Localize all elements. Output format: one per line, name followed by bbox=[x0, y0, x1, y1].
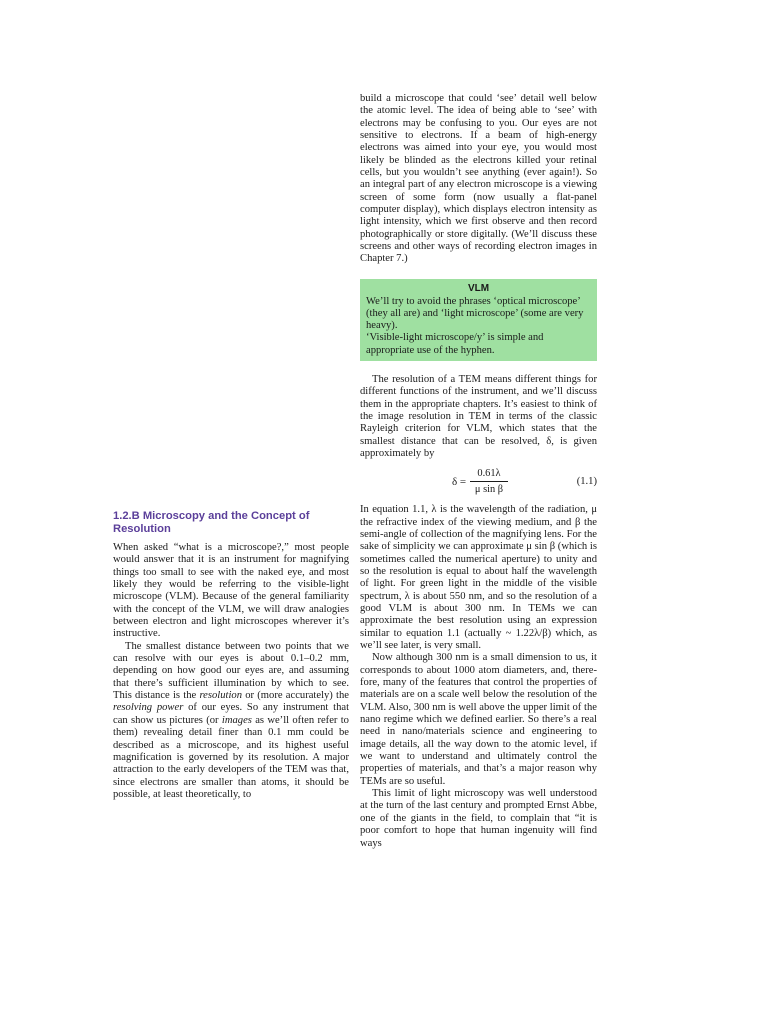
equation-1-1 bbox=[360, 467, 597, 497]
vlm-box-title: VLM bbox=[467, 282, 490, 294]
equation-lhs: δ = bbox=[452, 476, 467, 489]
text-run: The smallest distance between two points that we can resolve with our eyes is about 0.1–0.2 mm, depending on how good our eyes are, and assuming that there’s sufficient illumination by which to see. This distance is the bbox=[113, 640, 349, 702]
vlm-sidebar-box bbox=[360, 279, 597, 361]
paragraph-abbe-limit: This limit of light microscopy was well understood at the turn of the last century and prompted Ernst Abbe, one of the giants in the field, to complain that “it is poor comfort to hope that human ingenuity will find ways bbox=[360, 788, 597, 849]
term-images: images bbox=[221, 714, 252, 726]
section-heading: 1.2.B Microscopy and the Concept of Resolution bbox=[113, 510, 310, 535]
left-column bbox=[113, 510, 349, 801]
equation-number: (1.1) bbox=[576, 476, 597, 488]
equation-numerator: 0.61λ bbox=[470, 467, 508, 482]
equation-fraction bbox=[470, 467, 508, 496]
equation-denominator: μ sin β bbox=[474, 484, 504, 496]
text-run: of our eyes. So any instrument that can show us pictures (or bbox=[113, 702, 350, 726]
paragraph-electron-vision: build a microscope that could ‘see’ detail well below the atomic level. The idea of being able to ‘see’ with electrons may be confusing to you. Our eyes are not sensitive to electrons. If a beam of high-energy electrons was aimed into your eye, you would most likely be blinded as the electrons killed your retinal cells, but you wouldn’t see anything (ever again!). So an integral part of any electron microscope is a viewing screen of some form (now usually a flat-panel computer display), which displays electron intensity as light intensity, which we first observe and then record photographically or store digitally. (We’ll discuss these screens and other ways of recording electron images in Chapter 7.) bbox=[360, 93, 597, 265]
right-column bbox=[360, 93, 597, 850]
paragraph-what-is-microscope: When asked “what is a microscope?,” most people would answer that it is an instrument for magnifying things too small to see with the naked eye, and most likely they would be referring to the visible-light microscope (VLM). Because of the general familiarity with the concept of the VLM, we will draw analogies between electron and light microscopes wherever it’s instructive. bbox=[113, 542, 349, 640]
term-resolving-power: resolving power bbox=[113, 702, 184, 714]
paragraph-equation-explanation: In equation 1.1, λ is the wavelength of the radiation, μ the refractive index of the viewing medium, and β the semi-angle of collection of the magnifying lens. For the sake of simplicity we can approximate μ sin β (which is sometimes called the numerical aperture) to unity and so the resolution is equal to about half the wavelength of light. For green light in the middle of the visible spectrum, λ is about 550 nm, and so the resolution of a good VLM is about 300 nm. In TEMs we can approximate the best resolution using an expression similar to equation 1.1 (actually ~ 1.22λ/β) which, as we’ll see later, is very small. bbox=[360, 504, 597, 652]
vlm-box-line-2: ‘Visible-light microscope/y’ is simple and appropriate use of the hyphen. bbox=[366, 332, 544, 356]
term-resolution: resolution bbox=[199, 690, 243, 702]
paragraph-smallest-distance bbox=[113, 641, 349, 801]
vlm-box-line-1: We’ll try to avoid the phrases ‘optical microscope’ (they all are) and ‘light microscope’ (some are very heavy). bbox=[366, 295, 584, 332]
text-run: as we’ll often refer to them) revealing detail finer than 0.1 mm could be described as a microscope, and its highest useful magnification is governed by its resolution. A major attraction to the early developers of the TEM was that, since electrons are smaller than atoms, it should be possible, at least theoretically, to bbox=[113, 714, 349, 800]
text-run: or (more accurately) the bbox=[242, 690, 349, 702]
paragraph-300nm: Now although 300 nm is a small dimension to us, it corresponds to about 1000 atom diameters, and, therefore, many of the features that control the properties of materials are on a scale well below the resolution of the VLM. Also, 300 nm is well above the upper limit of the nano regime which we defined earlier. So there’s a real need in nano/materials science and engineering to image details, all the way down to the atomic level, if we want to understand and ultimately control the properties of materials, and that’s a major reason why TEMs are so useful. bbox=[360, 652, 597, 787]
paragraph-tem-resolution: The resolution of a TEM means different things for different functions of the instrument, and we’ll discuss them in the appropriate chapters. It’s easiest to think of the image resolution in TEM in terms of the classic Rayleigh criterion for VLM, which states that the smallest distance that can be resolved, δ, is given approximately by bbox=[360, 373, 597, 459]
